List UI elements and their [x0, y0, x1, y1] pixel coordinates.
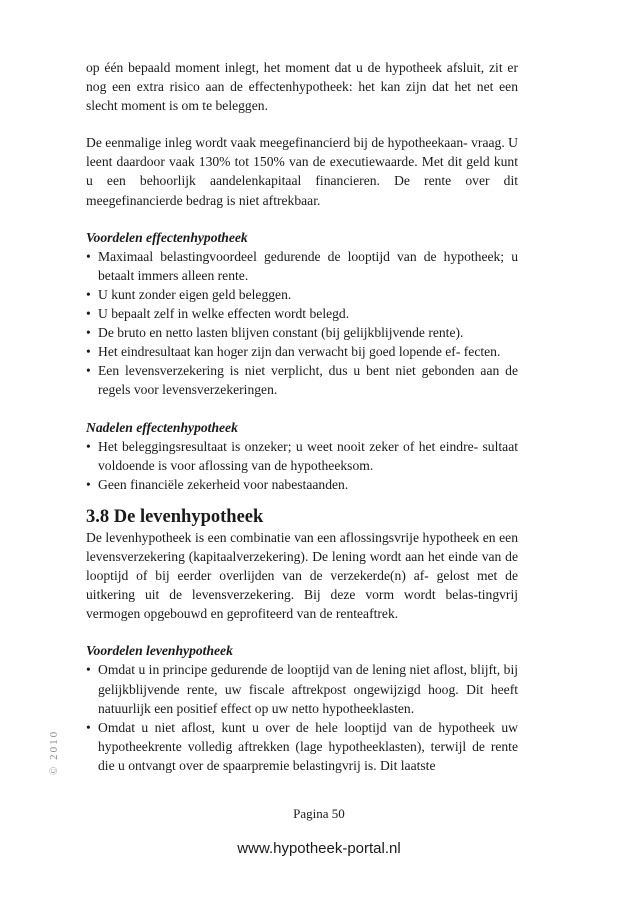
list-item: • Geen financiële zekerheid voor nabestaanden. [86, 475, 518, 494]
section-title: 3.8 De levenhypotheek [86, 506, 264, 527]
advantages-effecten-list [86, 247, 518, 400]
list-item: • Het beleggingsresultaat is onzeker; u weet nooit zeker of het eindre- sultaat voldoende is voor aflossing van de hypotheeksom. [86, 437, 518, 475]
page-number: Pagina 50 [293, 806, 345, 821]
list-item: • De bruto en netto lasten blijven constant (bij gelijkblijvende rente). [86, 323, 518, 342]
disadvantages-effecten-heading: Nadelen effectenhypotheek [86, 419, 238, 435]
intro-paragraph: op één bepaald moment inlegt, het moment dat u de hypotheek afsluit, zit er nog een extra risico aan de effectenhypotheek: het kan zijn dat het net een slecht moment is om te beleggen. [86, 60, 518, 114]
copyright-notice: © 2010 [48, 729, 60, 775]
list-item: • Maximaal belastingvoordeel gedurende de looptijd van de hypotheek; u betaalt immers alleen rente. [86, 247, 518, 285]
advantages-leven-heading: Voordelen levenhypotheek [86, 643, 233, 659]
list-item: • Omdat u in principe gedurende de looptijd van de lening niet aflost, blijft, bij gelijkblijvende rente, uw fiscale aftrekpost ongewijzigd hoog. Dit heeft natuurlijk een positief effect op uw netto hypotheeklasten. [86, 660, 518, 717]
list-item: • U bepaalt zelf in welke effecten wordt belegd. [86, 304, 518, 323]
list-item: • U kunt zonder eigen geld beleggen. [86, 285, 518, 304]
financing-paragraph: De eenmalige inleg wordt vaak meegefinancierd bij de hypotheekaan- vraag. U leent daardoor vaak 130% tot 150% van de executiewaarde. Met dit geld kunt u een behoorlijk aandelenkapitaal financieren. De rente over dit meegefinancierde bedrag is niet aftrekbaar. [86, 135, 518, 208]
website-url: www.hypotheek-portal.nl [237, 840, 401, 857]
list-item: • Het eindresultaat kan hoger zijn dan verwacht bij goed lopende ef- fecten. [86, 342, 518, 361]
disadvantages-effecten-list [86, 437, 518, 494]
advantages-leven-list [86, 660, 518, 775]
advantages-effecten-heading: Voordelen effectenhypotheek [86, 229, 248, 245]
list-item: • Omdat u niet aflost, kunt u over de hele looptijd van de hypotheek uw hypotheekrente volledig aftrekken (lage hypotheeklasten), terwijl de rente die u ontvangt over de spaarpremie belastingvrij is. Dit laatste [86, 718, 518, 775]
page-content [86, 58, 518, 775]
list-item: • Een levensverzekering is niet verplicht, dus u bent niet gebonden aan de regels voor levensverzekeringen. [86, 361, 518, 399]
section-body: De levenhypotheek is een combinatie van een aflossingsvrije hypotheek en een levensverzekering (kapitaalverzekering). De lening wordt aan het einde van de looptijd of bij eerder overlijden van de verzekerde(n) af- gelost met de uitkering uit de levensverzekering. Bij deze vorm wordt belas-tingvrij vermogen opgebouwd en geprofiteerd van de renteaftrek. [86, 529, 518, 622]
